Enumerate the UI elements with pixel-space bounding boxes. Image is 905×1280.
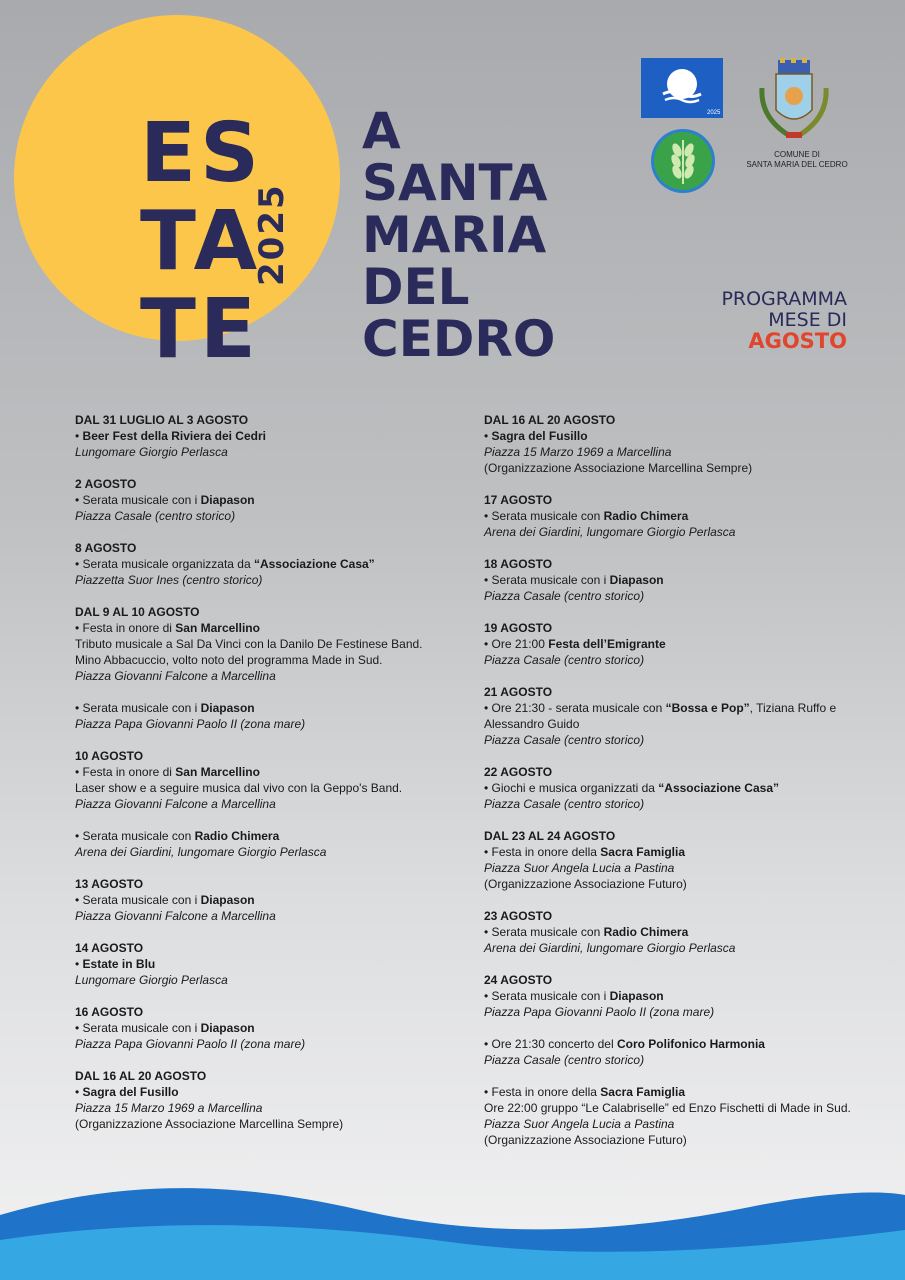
event-highlight: Sacra Famiglia — [600, 845, 685, 859]
event-description-prefix: • Festa in onore della — [484, 845, 601, 859]
event-detail: Laser show e a seguire musica dal vivo con la Geppo's Band. — [75, 781, 403, 795]
event-date: 18 AGOSTO — [484, 557, 553, 571]
event-description-prefix: • Festa in onore della — [484, 1085, 601, 1099]
event-date: 21 AGOSTO — [484, 685, 553, 699]
event-date: DAL 16 AL 20 AGOSTO — [75, 1069, 207, 1083]
event-item — [75, 876, 455, 924]
event-highlight: Diapason — [200, 893, 255, 907]
coat-of-arms-icon — [754, 58, 834, 148]
programma-month: AGOSTO — [748, 329, 847, 353]
event-description-prefix: • Serata musicale con — [484, 509, 604, 523]
blue-flag-year: 2025 — [707, 110, 721, 116]
event-detail: Ore 22:00 gruppo “Le Calabriselle” ed Enzo Fischetti di Made in Sud. — [484, 1101, 851, 1115]
event-description-prefix: • Ore 21:00 — [484, 637, 549, 651]
event-date: 17 AGOSTO — [484, 493, 553, 507]
town-line: DEL — [362, 258, 470, 316]
event-highlight: “Associazione Casa” — [658, 781, 779, 795]
event-description — [75, 428, 455, 444]
event-date: DAL 16 AL 20 AGOSTO — [484, 413, 616, 427]
programma-line: PROGRAMMA — [721, 288, 847, 310]
event-highlight: San Marcellino — [175, 621, 260, 635]
event-description — [484, 780, 864, 796]
event-description — [484, 428, 864, 444]
event-description — [75, 556, 455, 572]
event-highlight: “Associazione Casa” — [253, 557, 375, 571]
event-description — [75, 1020, 455, 1036]
event-item — [484, 556, 864, 604]
event-description-prefix: • Ore 21:30 - serata musicale con — [484, 701, 666, 715]
event-highlight: Sagra del Fusillo — [82, 1085, 179, 1099]
event-description-prefix: • Ore 21:30 concerto del — [484, 1037, 617, 1051]
event-item — [484, 492, 864, 540]
event-item — [484, 908, 864, 956]
event-highlight: Radio Chimera — [194, 829, 280, 843]
event-date: 16 AGOSTO — [75, 1005, 144, 1019]
event-description-prefix: • Serata musicale con i — [75, 493, 201, 507]
event-highlight: Sagra del Fusillo — [491, 429, 588, 443]
event-date: 10 AGOSTO — [75, 749, 144, 763]
event-location: Piazza Casale (centro storico) — [484, 589, 645, 603]
event-location: Piazza Giovanni Falcone a Marcellina — [75, 909, 276, 923]
events-right-column — [484, 412, 864, 1164]
programma-heading — [721, 289, 847, 352]
event-item — [75, 476, 455, 524]
event-description-prefix: • Festa in onore di — [75, 621, 176, 635]
event-item — [75, 412, 455, 460]
event-location: Piazza Casale (centro storico) — [484, 1053, 645, 1067]
town-line: MARIA — [362, 206, 547, 264]
event-item — [484, 828, 864, 892]
event-location: Piazza Casale (centro storico) — [484, 733, 645, 747]
event-description-prefix: • Serata musicale con — [75, 829, 195, 843]
event-description-prefix: • Serata musicale con — [484, 925, 604, 939]
event-item — [75, 604, 455, 684]
event-location: Piazza Papa Giovanni Paolo II (zona mare) — [75, 1037, 306, 1051]
event-location: Piazza Casale (centro storico) — [484, 653, 645, 667]
event-organizer: (Organizzazione Associazione Marcellina Sempre) — [484, 461, 753, 475]
event-highlight: Diapason — [200, 1021, 255, 1035]
event-description — [75, 956, 455, 972]
event-highlight: Coro Polifonico Harmonia — [616, 1037, 765, 1051]
event-item — [75, 700, 455, 732]
event-item — [484, 1036, 864, 1068]
event-description-prefix: • — [75, 1085, 83, 1099]
event-organizer: (Organizzazione Associazione Marcellina Sempre) — [75, 1117, 344, 1131]
event-location: Piazza Papa Giovanni Paolo II (zona mare) — [484, 1005, 715, 1019]
town-line: A — [362, 102, 401, 160]
event-description — [75, 700, 455, 716]
event-item — [484, 412, 864, 476]
event-description-prefix: • Giochi e musica organizzati da — [484, 781, 659, 795]
event-location: Piazza Giovanni Falcone a Marcellina — [75, 797, 276, 811]
event-location: Piazza Casale (centro storico) — [484, 797, 645, 811]
event-highlight: Radio Chimera — [603, 925, 689, 939]
estate-line: TA — [140, 194, 262, 289]
event-location: Arena dei Giardini, lungomare Giorgio Perlasca — [484, 941, 736, 955]
event-description — [484, 636, 864, 652]
event-item — [75, 1068, 455, 1132]
event-location: Arena dei Giardini, lungomare Giorgio Perlasca — [75, 845, 327, 859]
event-description-prefix: • Serata musicale con i — [75, 893, 201, 907]
event-description — [484, 844, 864, 860]
event-highlight: Sacra Famiglia — [600, 1085, 685, 1099]
event-location: Lungomare Giorgio Perlasca — [75, 973, 228, 987]
events-left-column — [75, 412, 455, 1148]
estate-line: ES — [140, 106, 264, 201]
event-description — [484, 988, 864, 1004]
event-organizer: (Organizzazione Associazione Futuro) — [484, 1133, 687, 1147]
event-detail: Tributo musicale a Sal Da Vinci con la Danilo De Festinese Band. — [75, 637, 423, 651]
event-description — [75, 764, 455, 780]
event-date: 13 AGOSTO — [75, 877, 144, 891]
event-date: 24 AGOSTO — [484, 973, 553, 987]
event-item — [75, 940, 455, 988]
event-location: Piazza 15 Marzo 1969 a Marcellina — [75, 1101, 263, 1115]
event-item — [75, 1004, 455, 1052]
town-line: CEDRO — [362, 310, 556, 368]
event-highlight: Diapason — [200, 701, 255, 715]
event-date: 23 AGOSTO — [484, 909, 553, 923]
event-date: 22 AGOSTO — [484, 765, 553, 779]
event-location: Lungomare Giorgio Perlasca — [75, 445, 228, 459]
event-item — [484, 764, 864, 812]
year-label: 2025 — [252, 183, 292, 286]
event-detail: Mino Abbacuccio, volto noto del programma Made in Sud. — [75, 653, 383, 667]
event-date: DAL 9 AL 10 AGOSTO — [75, 605, 200, 619]
event-highlight: Beer Fest della Riviera dei Cedri — [82, 429, 266, 443]
event-date: DAL 31 LUGLIO AL 3 AGOSTO — [75, 413, 249, 427]
event-description-prefix: • Serata musicale organizzata da — [75, 557, 254, 571]
event-item — [75, 828, 455, 860]
estate-title — [140, 106, 264, 377]
event-description — [484, 1036, 864, 1052]
event-item — [484, 684, 864, 748]
event-description-prefix: • — [75, 429, 83, 443]
event-item — [484, 620, 864, 668]
wheat-icon — [650, 128, 716, 194]
event-description — [75, 492, 455, 508]
estate-line: TE — [140, 282, 260, 377]
event-description — [484, 924, 864, 940]
event-item — [75, 748, 455, 812]
event-description — [75, 892, 455, 908]
event-highlight: Festa dell’Emigrante — [548, 637, 666, 651]
event-location: Piazza 15 Marzo 1969 a Marcellina — [484, 445, 672, 459]
event-highlight: “Bossa e Pop” — [665, 701, 750, 715]
event-date: 14 AGOSTO — [75, 941, 144, 955]
event-description — [75, 1084, 455, 1100]
event-description-prefix: • — [484, 429, 492, 443]
event-location: Piazzetta Suor Ines (centro storico) — [75, 573, 263, 587]
event-description-prefix: • Serata musicale con i — [75, 701, 201, 715]
comune-label — [742, 150, 852, 170]
event-description-prefix: • Festa in onore di — [75, 765, 176, 779]
event-date: 8 AGOSTO — [75, 541, 137, 555]
event-description — [75, 620, 455, 636]
event-date: 2 AGOSTO — [75, 477, 137, 491]
blue-flag-icon — [641, 58, 723, 118]
event-description — [484, 700, 864, 732]
event-item — [75, 540, 455, 588]
event-highlight: Diapason — [609, 573, 664, 587]
event-description — [75, 828, 455, 844]
event-description-prefix: • Serata musicale con i — [484, 989, 610, 1003]
event-description-prefix: • Serata musicale con i — [75, 1021, 201, 1035]
event-description-suffix: , Tiziana Ruffo e Alessandro Guido — [484, 701, 837, 731]
event-item — [484, 972, 864, 1020]
event-highlight: Diapason — [200, 493, 255, 507]
event-location: Piazza Suor Angela Lucia a Pastina — [484, 1117, 675, 1131]
event-highlight: Radio Chimera — [603, 509, 689, 523]
comune-line: COMUNE DI — [774, 150, 820, 159]
event-item — [484, 1084, 864, 1148]
event-description — [484, 572, 864, 588]
event-date: 19 AGOSTO — [484, 621, 553, 635]
event-location: Arena dei Giardini, lungomare Giorgio Perlasca — [484, 525, 736, 539]
town-line: SANTA — [362, 154, 548, 212]
event-date: DAL 23 AL 24 AGOSTO — [484, 829, 616, 843]
event-description-prefix: • Serata musicale con i — [484, 573, 610, 587]
event-location: Piazza Casale (centro storico) — [75, 509, 236, 523]
event-description — [484, 508, 864, 524]
comune-line: SANTA MARIA DEL CEDRO — [746, 160, 848, 169]
event-highlight: Estate in Blu — [82, 957, 156, 971]
event-location: Piazza Papa Giovanni Paolo II (zona mare) — [75, 717, 306, 731]
programma-line: MESE DI — [768, 309, 847, 331]
town-title — [362, 102, 556, 368]
event-location: Piazza Suor Angela Lucia a Pastina — [484, 861, 675, 875]
sea-waves — [0, 1160, 905, 1280]
event-organizer: (Organizzazione Associazione Futuro) — [484, 877, 687, 891]
event-description-prefix: • — [75, 957, 83, 971]
event-highlight: San Marcellino — [175, 765, 260, 779]
event-description — [484, 1084, 864, 1100]
event-location: Piazza Giovanni Falcone a Marcellina — [75, 669, 276, 683]
event-highlight: Diapason — [609, 989, 664, 1003]
